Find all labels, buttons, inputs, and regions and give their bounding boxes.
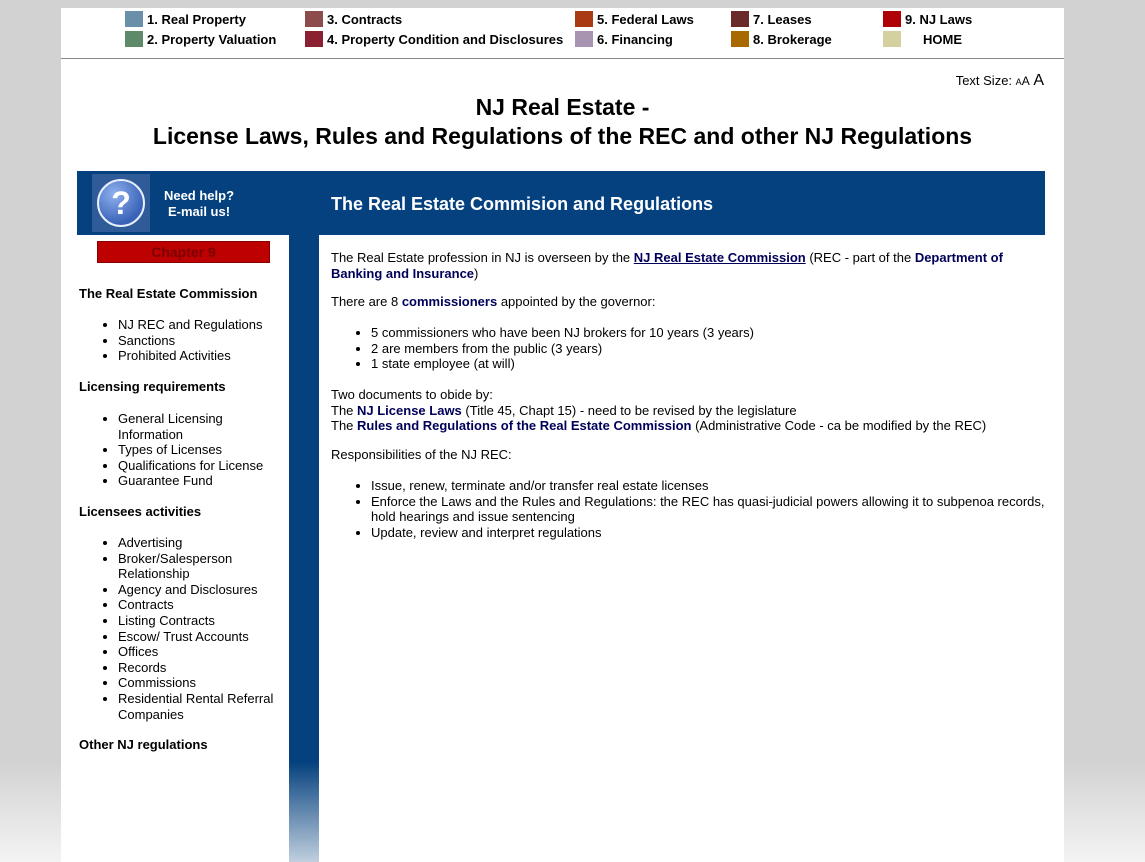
department-link[interactable]: Department of Banking and Insurance <box>331 250 1003 281</box>
nav-financing[interactable] <box>575 31 673 47</box>
nav-label: 2. Property Valuation <box>147 31 277 47</box>
nav-label: 3. Contracts <box>327 11 403 27</box>
page-title-line1: NJ Real Estate - <box>475 94 650 120</box>
help-line2: E-mail us! <box>167 204 231 219</box>
sidebar-list-licensees <box>101 535 288 722</box>
sidebar-link[interactable]: • Records <box>118 660 288 676</box>
sidebar-link[interactable]: • Contracts <box>118 597 288 613</box>
header-band <box>77 171 1045 235</box>
sidebar-link[interactable]: • Residential Rental Referral Companies <box>118 691 288 722</box>
rules-link[interactable]: Rules and Regulations of the Real Estate Commission <box>357 418 692 433</box>
nav-swatch <box>883 11 901 27</box>
sidebar-link[interactable]: • NJ REC and Regulations <box>118 317 288 333</box>
text-size-label: Text Size: <box>955 73 1013 88</box>
sidebar-link[interactable]: • Agency and Disclosures <box>118 582 288 598</box>
text-size-large-button[interactable]: A <box>1033 72 1044 89</box>
nav-swatch <box>883 31 901 47</box>
sidebar-link[interactable]: • Listing Contracts <box>118 613 288 629</box>
nav-swatch <box>575 11 593 27</box>
responsibilities-list <box>331 478 1051 540</box>
license-laws-link[interactable]: NJ License Laws <box>357 403 462 418</box>
list-item: • 5 commissioners who have been NJ brokers for 10 years (3 years) <box>371 325 1051 341</box>
nav-swatch <box>731 31 749 47</box>
nav-real-property[interactable] <box>125 11 246 27</box>
list-item: • 2 are members from the public (3 years) <box>371 341 1051 357</box>
commissioners-list <box>331 325 1051 372</box>
nav-label: HOME <box>923 31 962 47</box>
sidebar-heading-other[interactable]: Other NJ regulations <box>79 737 208 752</box>
nav-leases[interactable] <box>731 11 812 27</box>
column-divider <box>289 235 319 862</box>
responsibilities-intro: Responsibilities of the NJ REC: <box>331 447 512 462</box>
nav-swatch <box>731 11 749 27</box>
rec-link[interactable]: NJ Real Estate Commission <box>633 250 806 265</box>
nav-property-condition[interactable] <box>305 31 563 47</box>
text-size-medium-button[interactable]: A <box>1021 74 1030 88</box>
page-title-line2: License Laws, Rules and Regulations of the REC and other NJ Regulations <box>152 123 973 149</box>
sidebar-link[interactable]: • Types of Licenses <box>118 442 288 458</box>
sidebar-link[interactable]: • Advertising <box>118 535 288 551</box>
help-line1: Need help? <box>163 188 235 203</box>
commissioners-link[interactable]: commissioners <box>401 294 498 309</box>
section-heading: The Real Estate Commision and Regulations <box>331 194 714 214</box>
sidebar-link[interactable]: • Broker/Salesperson Relationship <box>118 551 288 582</box>
nav-label: 7. Leases <box>753 11 812 27</box>
text-size-small-button[interactable]: A <box>1015 77 1022 87</box>
page <box>61 8 1064 862</box>
text: appointed by the governor: <box>497 294 656 309</box>
sidebar-link[interactable]: • Commissions <box>118 675 288 691</box>
text: ) <box>474 265 479 281</box>
email-us-link[interactable] <box>159 188 239 220</box>
list-item: • Issue, renew, terminate and/or transfer real estate licenses <box>371 478 1051 494</box>
text: The <box>331 403 358 418</box>
list-item: • 1 state employee (at will) <box>371 356 1051 372</box>
sidebar-heading-licensees: Licensees activities <box>79 504 202 519</box>
text: (REC - part of the <box>805 250 915 265</box>
nav-label: 4. Property Condition and Disclosures <box>327 31 564 47</box>
nav-label: 1. Real Property <box>147 11 246 27</box>
sidebar-link[interactable]: • Sanctions <box>118 333 288 349</box>
license-laws-line <box>331 403 1051 419</box>
nav-swatch <box>125 11 143 27</box>
sidebar-link[interactable]: • Offices <box>118 644 288 660</box>
help-button[interactable] <box>92 174 150 232</box>
sidebar-link[interactable]: • Qualifications for License <box>118 458 288 474</box>
nav-swatch <box>125 31 143 47</box>
sidebar-link[interactable]: • General Licensing Information <box>118 411 288 442</box>
text-size-control <box>956 72 1044 90</box>
nav-swatch <box>305 11 323 27</box>
question-mark-icon: ? <box>97 179 145 227</box>
nav-federal-laws[interactable] <box>575 11 694 27</box>
text: (Administrative Code - ca be modified by the REC) <box>691 418 987 433</box>
text: There are 8 <box>331 294 402 309</box>
nav-home[interactable] <box>883 31 962 47</box>
nav-swatch <box>575 31 593 47</box>
sidebar-link[interactable]: • Prohibited Activities <box>118 348 288 364</box>
nav-label: 8. Brokerage <box>753 31 832 47</box>
list-item: • Enforce the Laws and the Rules and Regulations: the REC has quasi-judicial powers allowing it to subpenoa records, hold hearings and issue sentencing <box>371 494 1051 525</box>
sidebar-list-commission <box>101 317 288 364</box>
nav-label: 9. NJ Laws <box>905 11 973 27</box>
nav-label: 5. Federal Laws <box>597 11 694 27</box>
sidebar-link[interactable]: • Escow/ Trust Accounts <box>118 629 288 645</box>
nav-swatch <box>305 31 323 47</box>
sidebar <box>77 235 289 862</box>
sidebar-heading-licensing: Licensing requirements <box>79 379 226 394</box>
nav-brokerage[interactable] <box>731 31 832 47</box>
sidebar-list-licensing <box>101 411 288 489</box>
commissioners-paragraph <box>331 294 1051 310</box>
nav-label: 6. Financing <box>597 31 673 47</box>
intro-paragraph <box>331 250 1051 281</box>
text: (Title 45, Chapt 15) - need to be revised by the legislature <box>461 403 797 418</box>
text: The Real Estate profession in NJ is overseen by the <box>331 250 634 265</box>
nav-property-valuation[interactable] <box>125 31 276 47</box>
list-item: • Update, review and interpret regulations <box>371 525 1051 541</box>
sidebar-link[interactable]: • Guarantee Fund <box>118 473 288 489</box>
top-navigation <box>61 8 1064 59</box>
sidebar-heading-commission: The Real Estate Commission <box>79 286 258 301</box>
documents-intro: Two documents to obide by: <box>331 387 493 402</box>
rules-line <box>331 418 1051 434</box>
nav-contracts[interactable] <box>305 11 402 27</box>
text: The <box>331 418 358 433</box>
nav-nj-laws[interactable] <box>883 11 972 27</box>
chapter-badge: Chapter 9 <box>97 241 270 263</box>
